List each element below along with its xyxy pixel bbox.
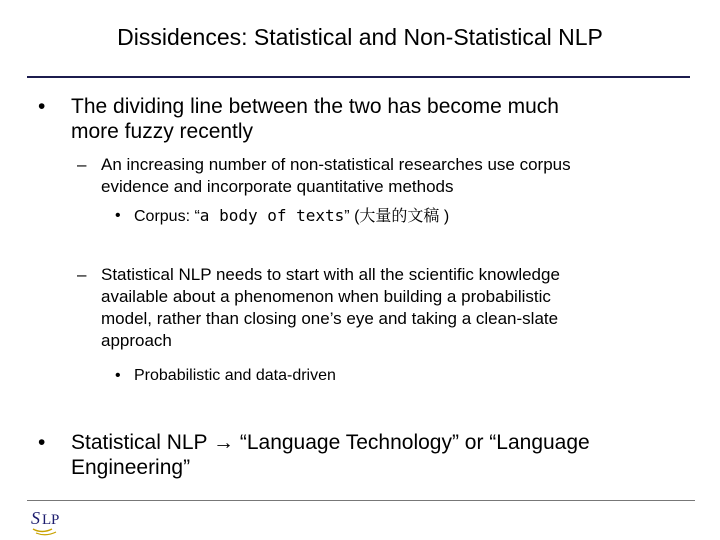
bullet-2-line-1: Statistical NLP → “Language Technology” or “Language <box>71 431 590 454</box>
sub-sub-bullet-1a <box>115 205 675 228</box>
svg-text:P: P <box>51 512 60 528</box>
bullet-marker: • <box>115 367 121 384</box>
slide-title: Dissidences: Statistical and Non-Statistical NLP <box>117 24 603 50</box>
bullet-marker: • <box>38 431 46 454</box>
sub-bullet-2-line-1: Statistical NLP needs to start with all the scientific knowledge <box>101 265 560 284</box>
footer-divider <box>27 500 695 501</box>
bullet-marker: • <box>38 95 46 118</box>
dash-marker: – <box>77 155 87 174</box>
bullet-1 <box>38 94 678 144</box>
corpus-definition: a body of texts <box>199 206 345 225</box>
title-divider <box>27 76 690 78</box>
dash-marker: – <box>77 265 87 284</box>
bullet-marker: • <box>115 207 121 224</box>
sub-bullet-2-line-4: approach <box>101 331 172 350</box>
bullet-2-line-2: Engineering” <box>71 456 191 479</box>
svg-text:S: S <box>31 508 40 528</box>
sub-bullet-2-line-3: model, rather than closing one’s eye and taking a clean-slate <box>101 309 559 328</box>
slp-logo <box>30 505 66 537</box>
sub-bullet-1-line-2: evidence and incorporate quantitative methods <box>101 177 454 196</box>
sub-bullet-2-line-2: available about a phenomenon when building a probabilistic <box>101 287 551 306</box>
bullet-1-line-2: more fuzzy recently <box>71 120 254 143</box>
bullet-1-line-1: The dividing line between the two has become much <box>71 95 559 118</box>
svg-text:L: L <box>42 512 52 528</box>
sub-bullet-1 <box>77 154 697 198</box>
sub-bullet-2 <box>77 264 697 352</box>
corpus-suffix: ” (大量的文稿 ) <box>344 208 450 225</box>
sub-sub-bullet-2a <box>115 365 675 387</box>
corpus-prefix: Corpus: “ <box>134 208 200 225</box>
sub-bullet-1-line-1: An increasing number of non-statistical researches use corpus <box>101 155 571 174</box>
sub-sub-bullet-2a-text: Probabilistic and data-driven <box>134 367 336 384</box>
bullet-2 <box>38 430 698 480</box>
